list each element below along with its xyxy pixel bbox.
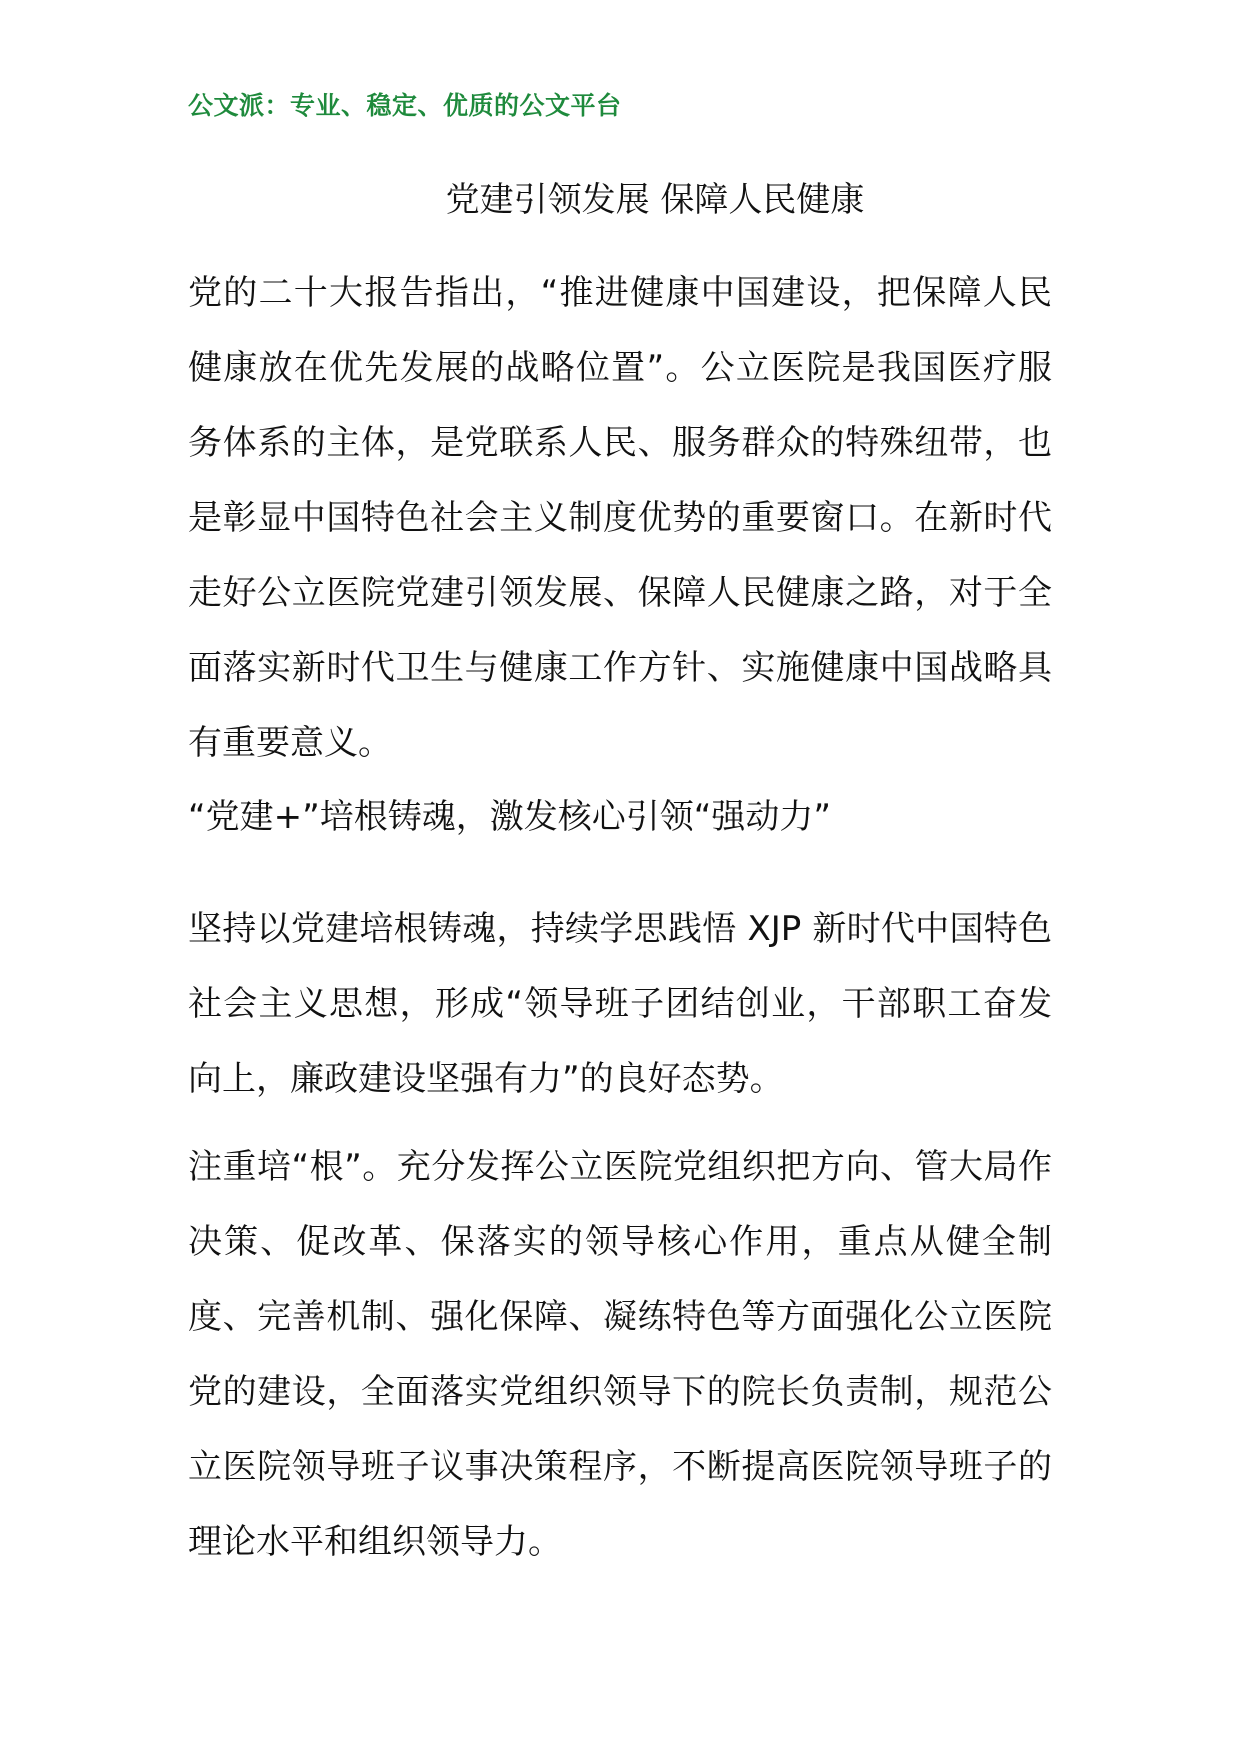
paragraph-intro: 党的二十大报告指出，“推进健康中国建设，把保障人民健康放在优先发展的战略位置”。公立医院是我国医疗服务体系的主体，是党联系人民、服务群众的特殊纽带，也是彰显中国特色社会主义制度优势的重要窗口。在新时代走好公立医院党建引领发展、保障人民健康之路，对于全面落实新时代卫生与健康工作方针、实施健康中国战略具有重要意义。	[188, 273, 1052, 763]
paragraph-root: 注重培“根”。充分发挥公立医院党组织把方向、管大局作决策、促改革、保落实的领导核心作用，重点从健全制度、完善机制、强化保障、凝练特色等方面强化公立医院党的建设，全面落实党组织领导下的院长负责制，规范公立医院领导班子议事决策程序，不断提高医院领导班子的理论水平和组织领导力。	[188, 1147, 1052, 1562]
brand-header: 公文派：专业、稳定、优质的公文平台	[188, 91, 622, 120]
section-heading: “党建+”培根铸魂，激发核心引领“强动力”	[188, 797, 831, 837]
paragraph-party-building: 坚持以党建培根铸魂，持续学思践悟 XJP 新时代中国特色社会主义思想，形成“领导班子团结创业，干部职工奋发向上，廉政建设坚强有力”的良好态势。	[188, 909, 1052, 1099]
document-title: 党建引领发展 保障人民健康	[445, 180, 865, 220]
